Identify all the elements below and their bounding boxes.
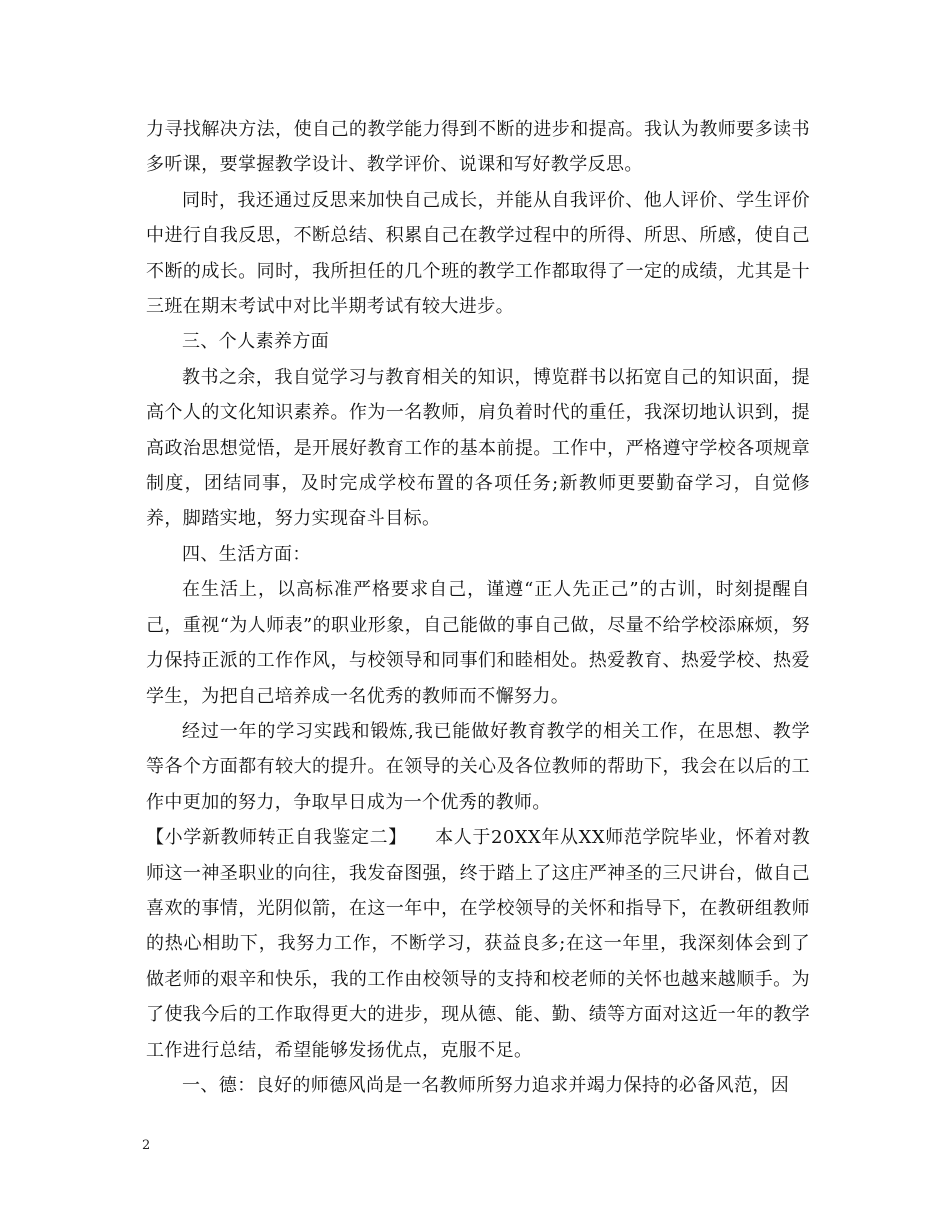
paragraph-self-appraisal-two: 【小学新教师转正自我鉴定二】 本人于20XX年从XX师范学院毕业，怀着对教师这一神圣职业的向往，我发奋图强，终于踏上了这庄严神圣的三尺讲台，做自己喜欢的事情，光阴似箭，在这一年中，在学校领导的关怀和指导下，在教研组教师的热心相助下，我努力工作，不断学习，获益良多;在这一年里，我深刻体会到了做老师的艰辛和快乐，我的工作由校领导的支持和校老师的关怀也越来越顺手。为了使我今后的工作取得更大的进步，现从德、能、勤、绩等方面对这近一年的教学工作进行总结，希望能够发扬优点，克服不足。 (146, 827, 810, 1061)
paragraph-summary: 经过一年的学习实践和锻炼,我已能做好教育教学的相关工作，在思想、教学等各个方面都有较大的提升。在领导的关心及各位教师的帮助下，我会在以后的工作中更加的努力，争取早日成为一个优秀的教师。 (146, 720, 810, 813)
page-number: 2 (142, 1138, 151, 1153)
section-heading-life: 四、生活方面： (182, 543, 311, 565)
paragraph-reflection: 同时，我还通过反思来加快自己成长，并能从自我评价、他人评价、学生评价中进行自我反思，不断总结、积累自己在教学过程中的所得、所思、所感，使自己不断的成长。同时，我所担任的几个班的教学工作都取得了一定的成绩，尤其是十三班在期末考试中对比半期考试有较大进步。 (146, 189, 810, 318)
paragraph-continued-method: 力寻找解决方法，使自己的教学能力得到不断的进步和提高。我认为教师要多读书多听课，要掌握教学设计、教学评价、说课和写好教学反思。 (146, 119, 810, 176)
document-body (146, 112, 810, 1103)
paragraph-life: 在生活上，以高标准严格要求自己，谨遵“正人先正己”的古训，时刻提醒自己，重视“为人师表”的职业形象，自己能做的事自己做，尽量不给学校添麻烦，努力保持正派的工作作风，与校领导和同事们和睦相处。热爱教育、热爱学校、热爱学生，为把自己培养成一名优秀的教师而不懈努力。 (146, 579, 810, 707)
paragraph-personal-quality: 教书之余，我自觉学习与教育相关的知识，博览群书以拓宽自己的知识面，提高个人的文化知识素养。作为一名教师，肩负着时代的重任，我深切地认识到，提高政治思想觉悟，是开展好教育工作的基本前提。工作中，严格遵守学校各项规章制度，团结同事，及时完成学校布置的各项任务;新教师更要勤奋学习，自觉修养，脚踏实地，努力实现奋斗目标。 (146, 366, 810, 530)
section-heading-personal-quality: 三、个人素养方面 (182, 331, 330, 353)
paragraph-morality: 一、德：良好的师德风尚是一名教师所努力追求并竭力保持的必备风范，因 (182, 1074, 790, 1096)
